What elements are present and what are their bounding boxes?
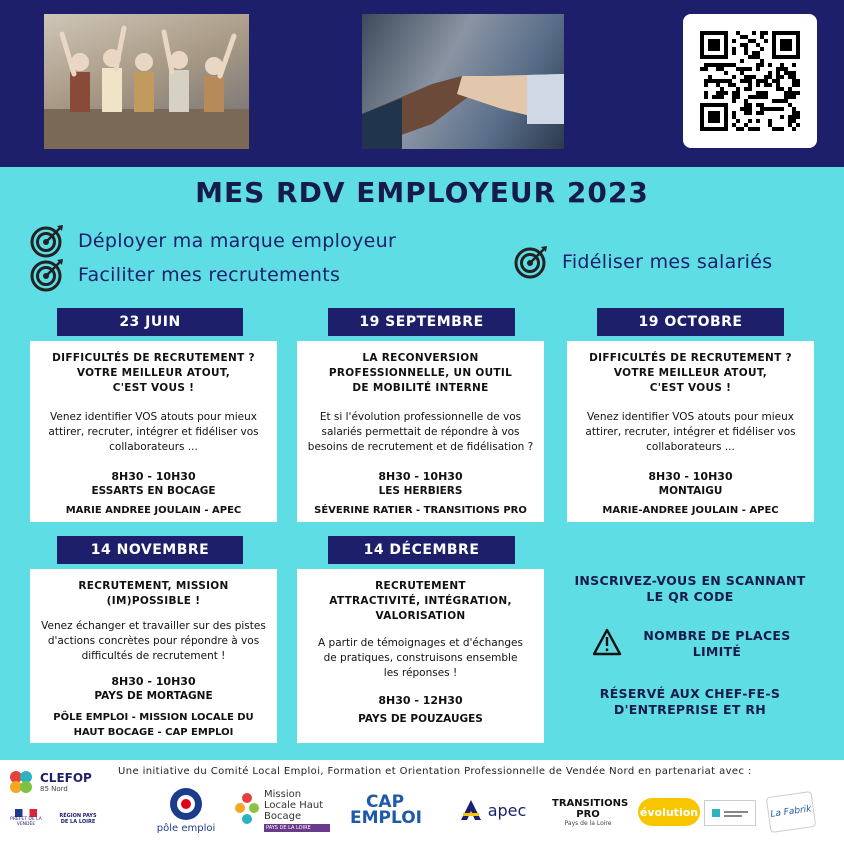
target-icon [514,245,548,279]
event-date-19-octobre: 19 OCTOBRE [597,308,784,336]
event-title [40,351,267,396]
region-logo [58,804,98,834]
event-time: 8H30 - 10H30 [378,470,463,483]
event-title-line: C'EST VOUS ! [649,382,732,394]
prefet-logo [8,800,44,836]
event-description: Venez identifier VOS atouts pour mieux attirer, recruter, intégrer et fidéliser vos collaborateurs ... [48,411,259,453]
event-title-line: RECRUTEMENT [375,580,466,592]
apec-logo [452,796,534,824]
event-title-line: RECRUTEMENT, MISSION [78,580,229,592]
event-description: Venez échanger et travailler sur des pistes d'actions concrètes pour répondre à vos difficultés de recrutement ! [41,620,266,662]
event-date-14-novembre: 14 NOVEMBRE [57,536,243,564]
goal-employer-brand [30,224,396,258]
prefet-label: PRÉFET DE LA VENDÉE [10,817,42,827]
event-card [297,569,544,743]
event-title-line: DIFFICULTÉS DE RECRUTEMENT ? [589,352,792,364]
event-place: MONTAIGU [658,485,723,497]
evolution-logo [638,798,700,826]
mission-locale-icon [234,790,260,830]
clefop-icon [8,769,34,795]
event-title-line: DE MOBILITÉ INTERNE [352,382,489,394]
goal-retention [514,245,772,279]
limited-places-text: NOMBRE DE PLACES LIMITÉ [643,628,791,659]
la-fabrik-logo [766,791,817,833]
cap-emploi-logo [342,790,428,830]
pole-emploi-logo [150,782,222,838]
mission-locale-sub: PAYS DE LA LOIRE [264,824,330,832]
event-description: Et si l'évolution professionnelle de vos salariés permettait de répondre à vos besoins de recrutement et de fidélisation ? [307,411,534,453]
transitions-pro-sub: Pays de la Loire [564,819,612,827]
event-time: 8H30 - 10H30 [648,470,733,483]
competences-logo [704,800,756,826]
clefop-name: CLEFOP [40,770,92,785]
goal-recruitment [30,258,340,292]
register-notice: INSCRIVEZ-VOUS EN SCANNANT LE QR CODE [574,573,806,604]
transitions-pro-label: TRANSITIONS PRO [552,797,629,820]
goal-label: Fidéliser mes salariés [562,251,773,273]
event-card [30,341,277,522]
initiative-text: Une initiative du Comité Local Emploi, Formation et Orientation Professionnelle de Vendée Nord en partenariat avec : [118,766,752,777]
transitions-pro-logo [552,794,629,830]
event-date-14-decembre: 14 DÉCEMBRE [328,536,515,564]
qr-code[interactable] [683,14,817,148]
la-fabrik-label: La Fabrik [769,804,813,820]
event-time: 8H30 - 12H30 [378,694,463,707]
goal-label: Faciliter mes recrutements [78,264,341,286]
event-title-line: ATTRACTIVITÉ, INTÉGRATION, [329,595,512,607]
event-title-line: VALORISATION [375,610,466,622]
event-title-line: VOTRE MEILLEUR ATOUT, [76,367,231,379]
event-title [40,579,267,609]
event-place: LES HERBIERS [378,485,463,497]
event-title-line: VOTRE MEILLEUR ATOUT, [613,367,768,379]
competences-icon [710,805,750,821]
partners-footer [0,760,844,844]
limited-places-notice [592,628,802,660]
event-title-line: PROFESSIONNELLE, UN OUTIL [328,367,513,379]
event-place: ESSARTS EN BOCAGE [91,485,216,497]
event-card [30,569,277,743]
event-title-line: (IM)POSSIBLE ! [106,595,201,607]
event-speakers: SÉVERINE RATIER - TRANSITIONS PRO [314,505,527,516]
event-card [297,341,544,522]
event-title [307,579,534,624]
mission-locale-label: Mission Locale Haut Bocage [264,788,324,822]
apec-label: apec [487,800,527,820]
event-place: PAYS DE POUZAUGES [358,713,483,725]
page-title: MES RDV EMPLOYEUR 2023 [195,176,649,209]
team-photo [44,14,249,149]
clefop-sub: 85 Nord [40,784,68,793]
event-time: 8H30 - 10H30 [111,675,196,688]
apec-icon [460,799,482,821]
event-place: PAYS DE MORTAGNE [94,690,213,702]
reserved-notice: RÉSERVÉ AUX CHEF-FE-S D'ENTREPRISE ET RH [599,686,781,717]
evolution-label: évolution [639,805,699,819]
event-date-19-septembre: 19 SEPTEMBRE [328,308,515,336]
cap-emploi-label: CAP EMPLOI [350,792,422,828]
pole-emploi-icon [169,787,203,821]
event-title-line: C'EST VOUS ! [112,382,195,394]
event-time: 8H30 - 10H30 [111,470,196,483]
goal-label: Déployer ma marque employeur [78,230,397,252]
region-label: RÉGION PAYS DE LA LOIRE [59,813,97,825]
mission-locale-logo [232,786,332,834]
handshake-photo [362,14,564,149]
event-description: A partir de témoignages et d'échanges de pratiques, construisons ensemble les réponses ! [318,637,523,679]
pole-emploi-label: pôle emploi [156,822,216,834]
event-title [577,351,804,396]
target-icon [30,224,64,258]
event-title-line: LA RECONVERSION [362,352,479,364]
event-title-line: DIFFICULTÉS DE RECRUTEMENT ? [52,352,255,364]
event-title [307,351,534,396]
event-speakers: MARIE-ANDREE JOULAIN - APEC [602,505,779,516]
event-date-23-juin: 23 JUIN [57,308,243,336]
event-speakers: MARIE ANDREE JOULAIN - APEC [65,505,242,516]
warning-icon [592,628,622,656]
target-icon [30,258,64,292]
clefop-logo [8,768,108,796]
event-description: Venez identifier VOS atouts pour mieux attirer, recruter, intégrer et fidéliser vos collaborateurs ... [585,411,796,453]
event-speakers: PÔLE EMPLOI - MISSION LOCALE DU HAUT BOCAGE - CAP EMPLOI [53,712,254,738]
event-card [567,341,814,522]
